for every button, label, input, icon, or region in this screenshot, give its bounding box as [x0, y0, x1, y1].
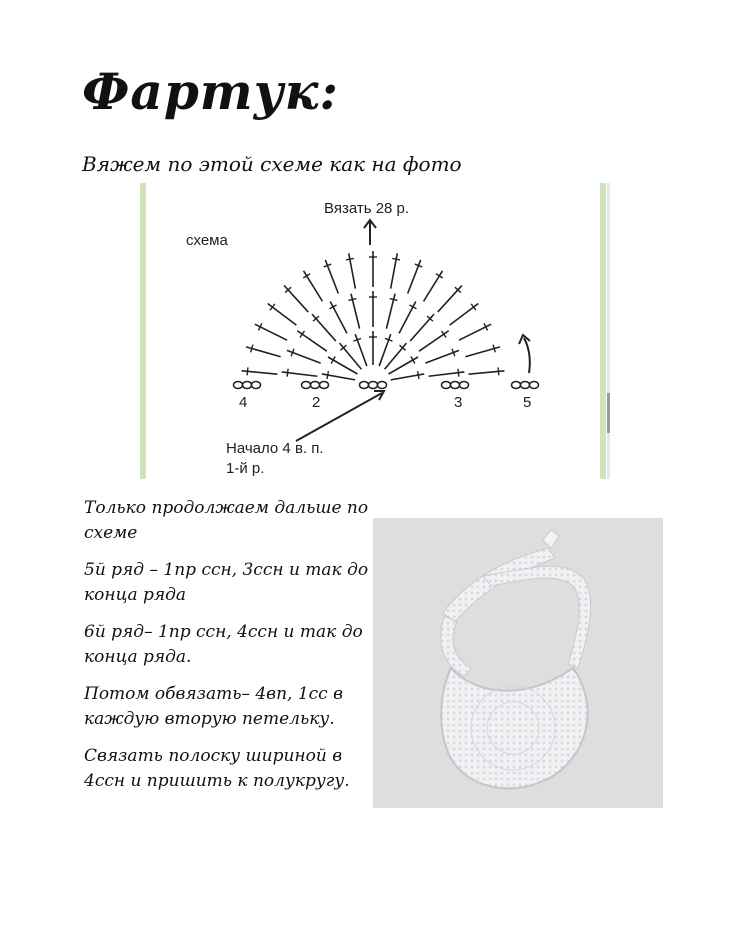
stitch-bar — [349, 299, 357, 301]
row-number-5: 5 — [523, 394, 532, 411]
chain-oval — [302, 382, 311, 389]
bib-illustration — [373, 518, 663, 808]
stitch-bar — [327, 371, 328, 379]
stitch-bar — [458, 369, 459, 377]
chain-oval — [521, 382, 530, 389]
crochet-bib-photo — [373, 518, 663, 808]
instruction-1: Только продолжаем дальше по схеме — [84, 498, 369, 543]
diagram-svg — [146, 183, 600, 479]
crochet-diagram — [140, 183, 606, 479]
chain-oval — [530, 382, 539, 389]
row-number-4: 4 — [239, 394, 248, 411]
chain-oval — [320, 382, 329, 389]
instruction-2: 5й ряд – 1пр ссн, 3ссн и так до конца ряда — [84, 560, 369, 605]
chain-oval — [243, 382, 252, 389]
start-label-1: Начало 4 в. п. — [226, 440, 324, 457]
row-number-3: 3 — [454, 394, 463, 411]
stitch-bar — [346, 258, 354, 259]
instructions — [84, 496, 374, 806]
chain-oval — [460, 382, 469, 389]
scrollbar-thumb — [607, 393, 610, 433]
page-title: Фартук: — [82, 62, 339, 121]
chain-oval — [311, 382, 320, 389]
stitch-fan — [242, 251, 505, 380]
stitch-bar — [442, 331, 447, 338]
chain-oval — [252, 382, 261, 389]
start-arrow-icon — [296, 393, 382, 441]
instruction-4: Потом обвязать– 4вп, 1сс в каждую вторую петельку. — [84, 684, 343, 729]
scrollbar-track — [607, 183, 610, 479]
stitch-bar — [418, 371, 419, 379]
stitch-bar — [498, 367, 499, 375]
top-label: Вязать 28 р. — [324, 200, 410, 217]
stitch-bar — [392, 258, 400, 259]
turn-arrow-icon — [524, 338, 530, 373]
instruction-5: Связать полоску шириной в 4ссн и пришить к полукругу. — [84, 746, 350, 791]
chain-oval — [451, 382, 460, 389]
stitch-bar — [300, 331, 305, 338]
chain-oval — [360, 382, 369, 389]
scheme-label: схема — [186, 232, 228, 249]
instruction-3: 6й ряд– 1пр ссн, 4ссн и так до конца ряда. — [84, 622, 363, 667]
stitch-bar — [390, 299, 398, 301]
stitch-bar — [287, 369, 288, 377]
row-number-2: 2 — [312, 394, 321, 411]
chain-oval — [512, 382, 521, 389]
chain-oval — [234, 382, 243, 389]
chain-oval — [442, 382, 451, 389]
page-subtitle: Вяжем по этой схеме как на фото — [82, 152, 462, 176]
start-label-2: 1-й р. — [226, 460, 265, 477]
chain-oval — [378, 382, 387, 389]
chain-oval — [369, 382, 378, 389]
stitch-bar — [247, 367, 248, 375]
chain-stitches — [234, 382, 539, 389]
